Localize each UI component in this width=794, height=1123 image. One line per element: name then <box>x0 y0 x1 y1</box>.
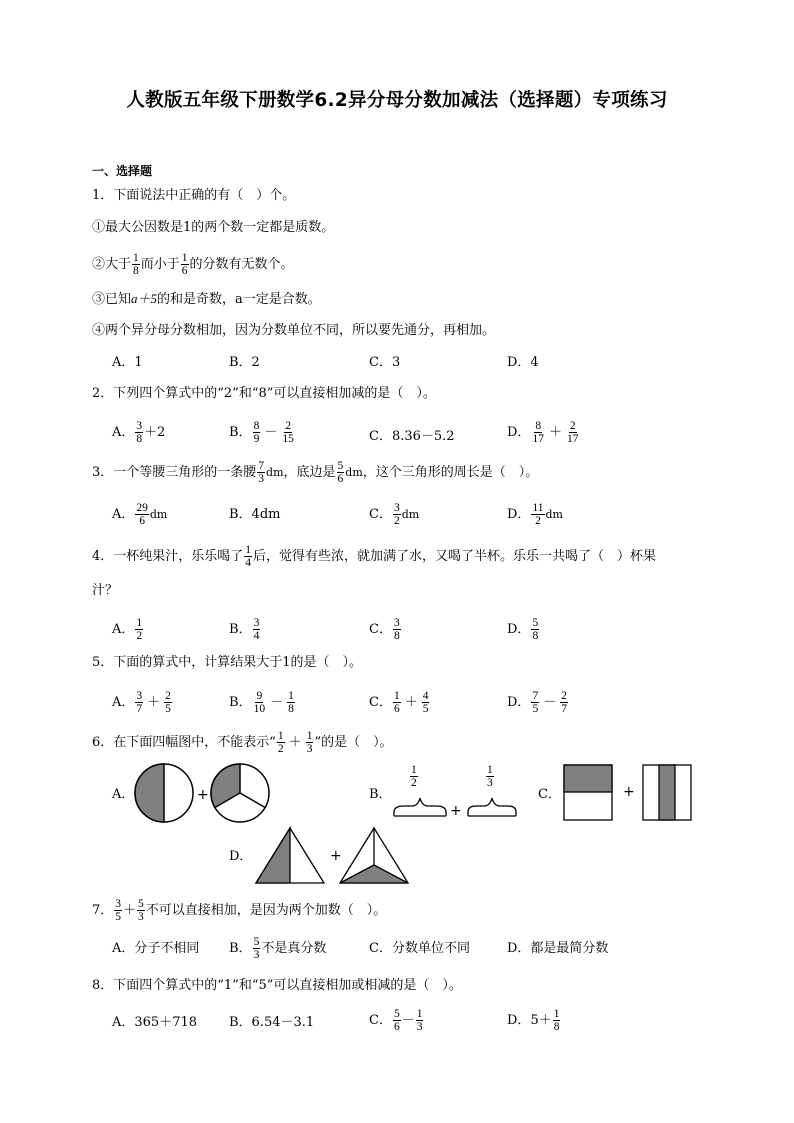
q5-option-d[interactable]: D． $\frac{7}{5}$ － $\frac{2}{7}$ <box>507 690 567 715</box>
q2-option-c[interactable]: C．8.36－5.2 <box>369 429 455 444</box>
q8-option-c[interactable]: C． $\frac{5}{6}$ － $\frac{1}{3}$ <box>369 1008 423 1033</box>
q1-option-b[interactable]: B．2 <box>229 355 260 370</box>
q6-option-d-label[interactable]: D． <box>229 849 253 864</box>
q4-stem: 4．一杯纯果汁，乐乐喝了 $\frac{1}{4}$ 后，觉得有些浓，就加满了水，又喝了半杯。乐乐一共喝了（ ）杯果 <box>92 544 657 569</box>
q1-statement-2: ②大于 $\frac{1}{8}$ 而小于 $\frac{1}{6}$ 的分数有无数个。 <box>92 252 294 277</box>
q6-option-b-frac-1: $\frac{1}{2}$ <box>411 764 417 789</box>
q1-statement-3: ③已知a＋5的和是奇数，a一定是合数。 <box>92 291 321 307</box>
q5-option-c[interactable]: C． $\frac{1}{6}$ ＋ $\frac{4}{5}$ <box>369 690 429 715</box>
q4-stem-cont: 汁？ <box>92 583 119 598</box>
q1-stem: 1．下面说法中正确的有（ ）个。 <box>92 188 296 203</box>
q6-option-b-frac-2: $\frac{1}{3}$ <box>487 764 493 789</box>
q7-option-a[interactable]: A．分子不相同 <box>112 941 200 956</box>
svg-text:+: + <box>197 787 209 803</box>
q3-option-d[interactable]: D． $\frac{11}{2}$ dm <box>507 502 563 527</box>
q6-option-c-figure[interactable] <box>563 764 693 822</box>
q3-option-c[interactable]: C． $\frac{3}{2}$ dm <box>369 502 420 527</box>
q3-stem: 3．一个等腰三角形的一条腰 $\frac{7}{3}$ dm，底边是 $\frac{5}{6}$ dm，这个三角形的周长是（ ）。 <box>92 460 539 485</box>
q1-option-c[interactable]: C．3 <box>369 355 401 370</box>
q8-option-b[interactable]: B．6.54－3.1 <box>229 1015 315 1030</box>
q7-option-d[interactable]: D．都是最简分数 <box>507 941 609 956</box>
q5-option-a[interactable]: A． $\frac{3}{7}$ ＋ $\frac{2}{5}$ <box>112 690 171 715</box>
q3-option-b[interactable]: B．4dm <box>229 507 281 522</box>
q2-option-b[interactable]: B． $\frac{8}{9}$ － $\frac{2}{15}$ <box>229 420 294 445</box>
q2-option-a[interactable]: A． $\frac{3}{8}$ ＋2 <box>112 420 166 445</box>
q5-option-b[interactable]: B． $\frac{9}{10}$ － $\frac{1}{8}$ <box>229 690 294 715</box>
q2-stem: 2．下列四个算式中的“2”和“8”可以直接相加减的是（ ）。 <box>92 386 436 401</box>
q1-option-d[interactable]: D．4 <box>507 355 539 370</box>
q4-option-c[interactable]: C． $\frac{3}{8}$ <box>369 617 400 642</box>
q8-option-a[interactable]: A．365＋718 <box>112 1015 198 1030</box>
q2-option-d[interactable]: D． $\frac{8}{17}$ ＋ $\frac{2}{17}$ <box>507 420 579 445</box>
q1-statement-4: ④两个异分母分数相加，因为分数单位不同，所以要先通分，再相加。 <box>92 323 496 338</box>
q3-option-a[interactable]: A． $\frac{29}{6}$ dm <box>112 502 168 527</box>
q8-stem: 8．下面四个算式中的“1”和“5”可以直接相加或相减的是（ ）。 <box>92 978 462 993</box>
fraction: $\frac{1}{8}$ <box>133 252 139 277</box>
svg-text:+: + <box>623 784 635 800</box>
q6-option-a-figure[interactable] <box>134 762 270 824</box>
fraction: $\frac{1}{6}$ <box>181 252 188 277</box>
section-heading: 一、选择题 <box>92 164 153 178</box>
q4-option-d[interactable]: D． $\frac{5}{8}$ <box>507 617 539 642</box>
q7-option-b[interactable]: B． $\frac{5}{3}$ 不是真分数 <box>229 936 327 961</box>
q6-option-b-label[interactable]: B． <box>369 787 392 802</box>
q6-option-d-figure[interactable] <box>252 826 412 886</box>
svg-text:+: + <box>450 803 462 819</box>
svg-text:+: + <box>330 848 342 864</box>
q6-option-b-figure[interactable] <box>392 790 522 822</box>
q4-option-b[interactable]: B． $\frac{3}{4}$ <box>229 617 260 642</box>
q4-option-a[interactable]: A． $\frac{1}{2}$ <box>112 617 143 642</box>
q1-option-a[interactable]: A．1 <box>112 355 143 370</box>
q1-statement-1: ①最大公因数是1的两个数一定都是质数。 <box>92 220 335 235</box>
q7-option-c[interactable]: C．分数单位不同 <box>369 941 470 956</box>
q7-stem: 7． $\frac{3}{5}$ ＋ $\frac{5}{3}$ 不可以直接相加，是因为两个加数（ ）。 <box>92 898 387 923</box>
q6-option-c-label[interactable]: C． <box>538 787 561 802</box>
q8-option-d[interactable]: D．5＋ $\frac{1}{8}$ <box>507 1008 560 1033</box>
q5-stem: 5．下面的算式中，计算结果大于1的是（ ）。 <box>92 655 363 670</box>
page-title: 人教版五年级下册数学6.2异分母分数加减法（选择题）专项练习 <box>126 90 668 111</box>
q6-option-a-label[interactable]: A． <box>112 787 135 802</box>
q6-stem: 6．在下面四幅图中，不能表示“ $\frac{1}{2}$ ＋ $\frac{1}{3}$ ”的是（ ）。 <box>92 730 393 755</box>
